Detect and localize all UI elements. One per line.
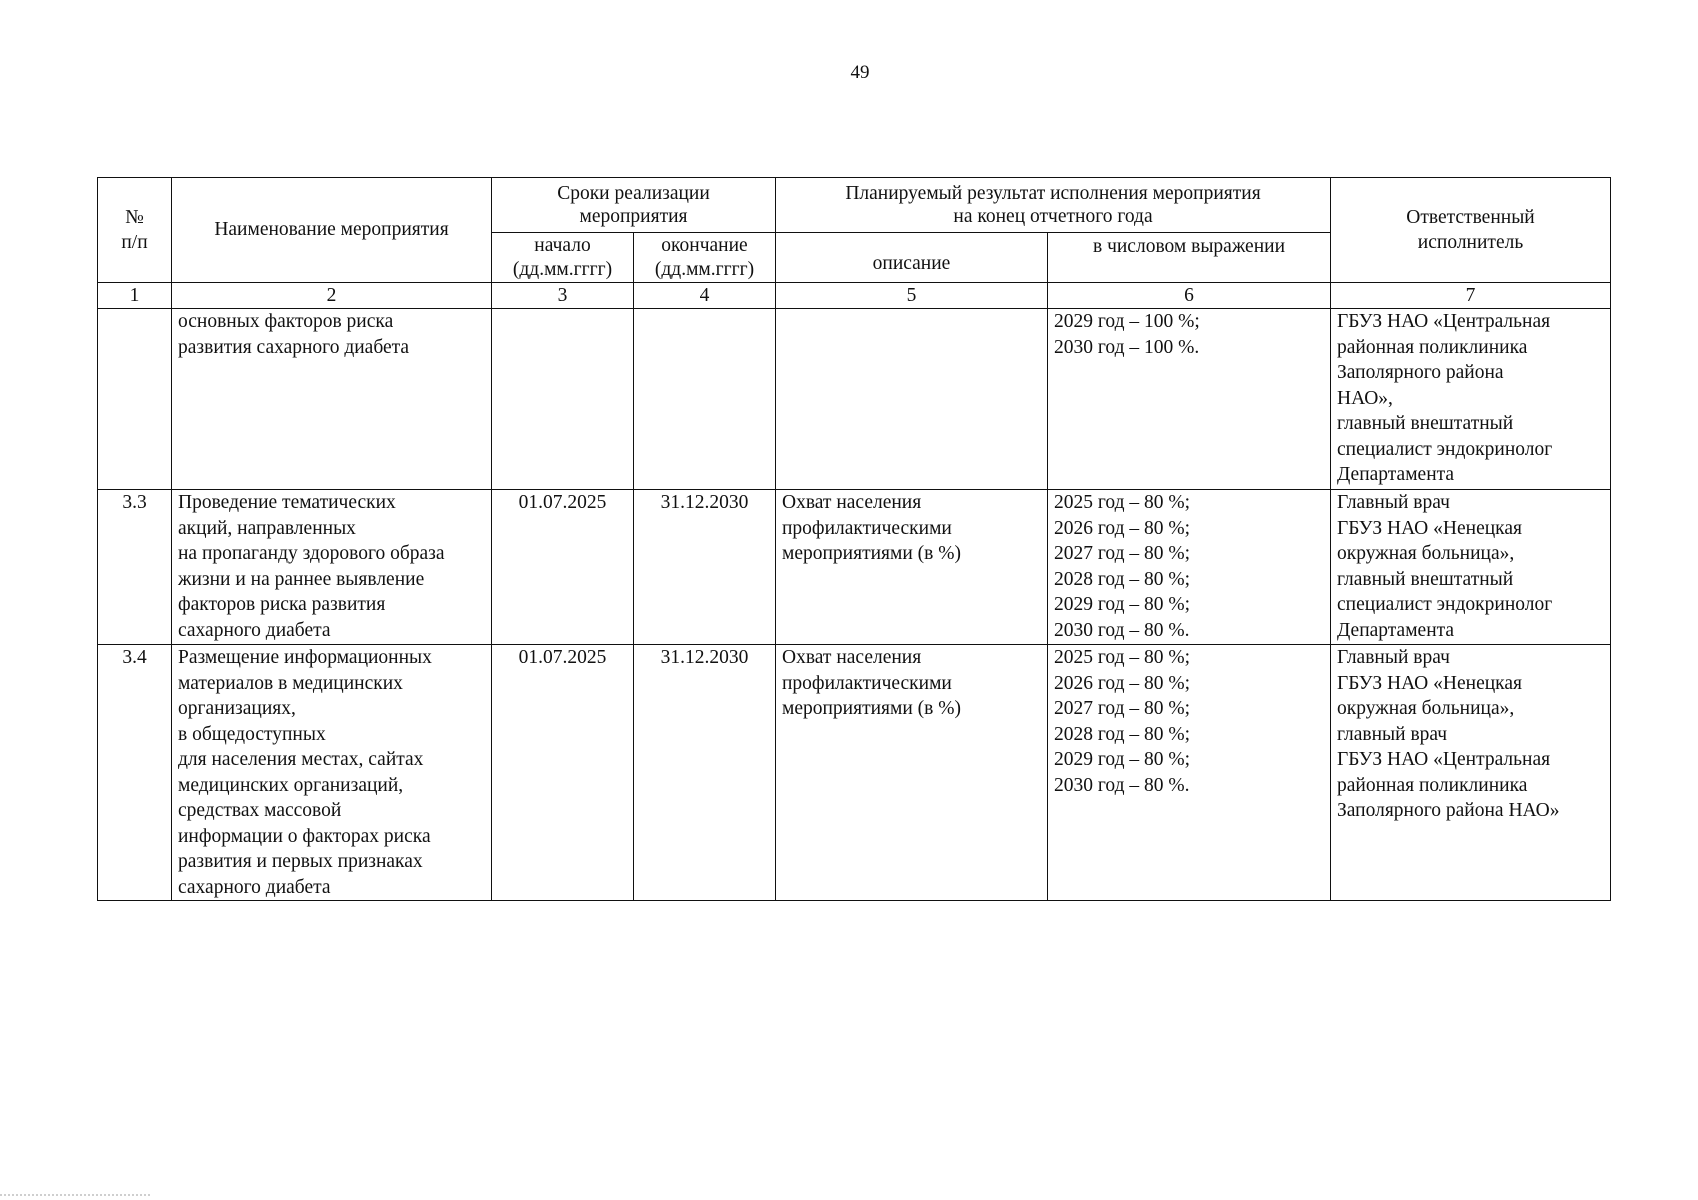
end-date: 31.12.2030 [634,490,776,645]
start-date: 01.07.2025 [492,645,634,901]
column-number: 7 [1331,283,1611,309]
column-number: 5 [776,283,1048,309]
result-description: Охват населения профилактическими мероприятиями (в %) [776,645,1048,901]
column-number: 1 [98,283,172,309]
start-date [492,309,634,490]
row-number: 3.3 [98,490,172,645]
header-start: начало (дд.мм.гггг) [492,233,634,283]
responsible-executor: ГБУЗ НАО «Центральная районная поликлиника Заполярного района НАО», главный внештатный специалист эндокринолог Департамента [1331,309,1611,490]
header-numeric: в числовом выражении [1048,233,1331,283]
header-end: окончание (дд.мм.гггг) [634,233,776,283]
result-values: 2025 год – 80 %; 2026 год – 80 %; 2027 год – 80 %; 2028 год – 80 %; 2029 год – 80 %; 2030 год – 80 %. [1048,490,1331,645]
scan-artifact [0,1188,150,1196]
table-row [98,309,1611,490]
column-number: 6 [1048,283,1331,309]
page-number: 49 [850,62,870,83]
column-numbers-row [98,283,1611,309]
header-terms: Сроки реализации мероприятия [492,178,776,233]
start-date: 01.07.2025 [492,490,634,645]
header-name: Наименование мероприятия [172,178,492,283]
responsible-executor: Главный врач ГБУЗ НАО «Ненецкая окружная больница», главный внештатный специалист эндокринолог Департамента [1331,490,1611,645]
table-header [98,178,1611,309]
responsible-executor: Главный врач ГБУЗ НАО «Ненецкая окружная больница», главный врач ГБУЗ НАО «Центральная районная поликлиника Заполярного района НАО» [1331,645,1611,901]
table-row [98,490,1611,645]
header-responsible: Ответственный исполнитель [1331,178,1611,283]
activity-name: Размещение информационных материалов в медицинских организациях, в общедоступных для населения местах, сайтах медицинских организаций, средствах массовой информации о факторах риска развития и первых признаках сахарного диабета [172,645,492,901]
row-number [98,309,172,490]
table-row [98,645,1611,901]
column-number: 4 [634,283,776,309]
column-number: 2 [172,283,492,309]
header-description: описание [776,233,1048,283]
result-values: 2025 год – 80 %; 2026 год – 80 %; 2027 год – 80 %; 2028 год – 80 %; 2029 год – 80 %; 2030 год – 80 %. [1048,645,1331,901]
activities-table [97,177,1611,901]
result-values: 2029 год – 100 %; 2030 год – 100 %. [1048,309,1331,490]
header-num: № п/п [98,178,172,283]
end-date: 31.12.2030 [634,645,776,901]
result-description [776,309,1048,490]
row-number: 3.4 [98,645,172,901]
activity-name: основных факторов риска развития сахарного диабета [172,309,492,490]
result-description: Охват населения профилактическими мероприятиями (в %) [776,490,1048,645]
column-number: 3 [492,283,634,309]
end-date [634,309,776,490]
header-result: Планируемый результат исполнения мероприятия на конец отчетного года [776,178,1331,233]
activity-name: Проведение тематических акций, направленных на пропаганду здорового образа жизни и на раннее выявление факторов риска развития сахарного диабета [172,490,492,645]
